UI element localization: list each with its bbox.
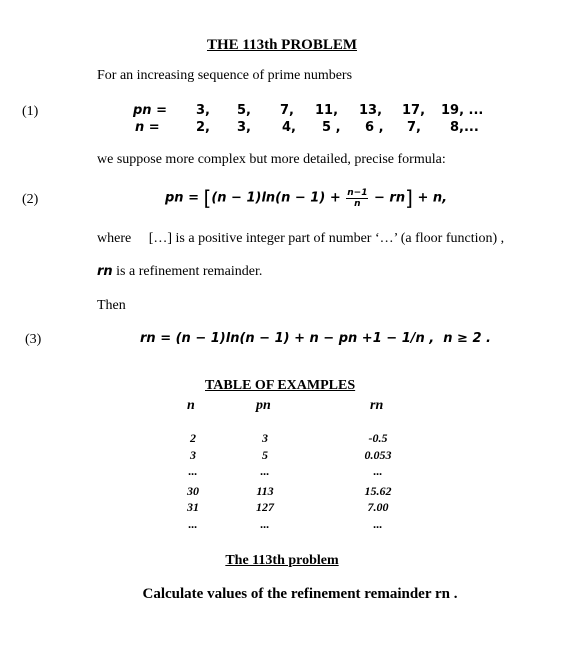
table-header-pn: pn (256, 398, 271, 413)
n-value: 5 , (322, 120, 341, 135)
eq1-label: (1) (22, 104, 39, 119)
n-value: 8,... (450, 120, 479, 135)
rn-definition (97, 264, 262, 280)
table-cell-pn: 3 (262, 431, 268, 445)
p-value: 7, (280, 103, 294, 118)
eq2-lhs: pn = (165, 190, 199, 206)
table-cell-n: ... (188, 517, 198, 531)
eq2-part1: (n − 1)ln(n − 1) + (211, 190, 341, 206)
rn-symbol: rn (97, 264, 113, 279)
n-value: 2, (196, 120, 210, 135)
n-label: n = (135, 120, 160, 135)
eq2-part3: + n, (417, 190, 448, 206)
table-header-n: n (187, 398, 195, 413)
n-value: 3, (237, 120, 251, 135)
floor-open-bracket: [ (203, 186, 212, 210)
p-label: pn = (133, 103, 167, 118)
table-cell-pn: ... (260, 464, 270, 478)
n-value: 7, (407, 120, 421, 135)
where-text: where […] is a positive integer part of number ‘…’ (a floor function) , (97, 231, 505, 246)
table-cell-n: 2 (190, 431, 196, 445)
p-value: 11, (315, 103, 339, 118)
table-cell-n: 3 (190, 448, 196, 462)
equation-3: rn = (n − 1)ln(n − 1) + n − pn +1 − 1/n , n ≥ 2 . (140, 331, 491, 346)
n-value: 4, (282, 120, 296, 135)
table-cell-rn: ... (373, 464, 383, 478)
table-cell-pn: ... (260, 517, 270, 531)
frac-numerator: n−1 (347, 187, 368, 198)
p-value: 3, (196, 103, 210, 118)
table-cell-pn: 127 (256, 500, 274, 514)
table-cell-n: ... (188, 464, 198, 478)
table-cell-rn: ... (373, 517, 383, 531)
table-cell-pn: 5 (262, 448, 268, 462)
suppose-text: we suppose more complex but more detailed, precise formula: (97, 152, 446, 167)
p-value: 19, ... (441, 103, 484, 118)
sequence-n-row (0, 120, 564, 138)
table-header-rn: rn (370, 398, 384, 413)
intro-text: For an increasing sequence of prime numbers (97, 68, 353, 83)
table-cell-n: 31 (187, 500, 199, 514)
table-cell-rn: 7.00 (367, 500, 389, 514)
n-value: 6 , (365, 120, 384, 135)
table-cell-rn: 15.62 (364, 484, 392, 498)
floor-close-bracket: ] (405, 186, 413, 210)
table-cell-n: 30 (187, 484, 199, 498)
table-title: TABLE OF EXAMPLES (205, 378, 356, 393)
fraction (346, 188, 368, 209)
sequence-p-row (0, 103, 564, 121)
table-cell-pn: 113 (256, 484, 274, 498)
eq2-label: (2) (22, 192, 39, 207)
calculate-text: Calculate values of the refinement remainder rn . (142, 586, 458, 602)
table-cell-rn: 0.053 (364, 448, 392, 462)
table-cell-rn: -0.5 (368, 431, 388, 445)
p-value: 17, (402, 103, 426, 118)
then-text: Then (97, 298, 126, 313)
page-title: THE 113th PROBLEM (206, 37, 358, 53)
equation-2 (165, 186, 447, 210)
p-value: 13, (359, 103, 383, 118)
problem-subtitle: The 113th problem (225, 553, 339, 568)
eq2-part2: − rn (374, 190, 406, 206)
eq3-label: (3) (25, 332, 42, 347)
p-value: 5, (237, 103, 251, 118)
rn-text: is a refinement remainder. (116, 264, 263, 279)
frac-denominator: n (354, 198, 361, 209)
